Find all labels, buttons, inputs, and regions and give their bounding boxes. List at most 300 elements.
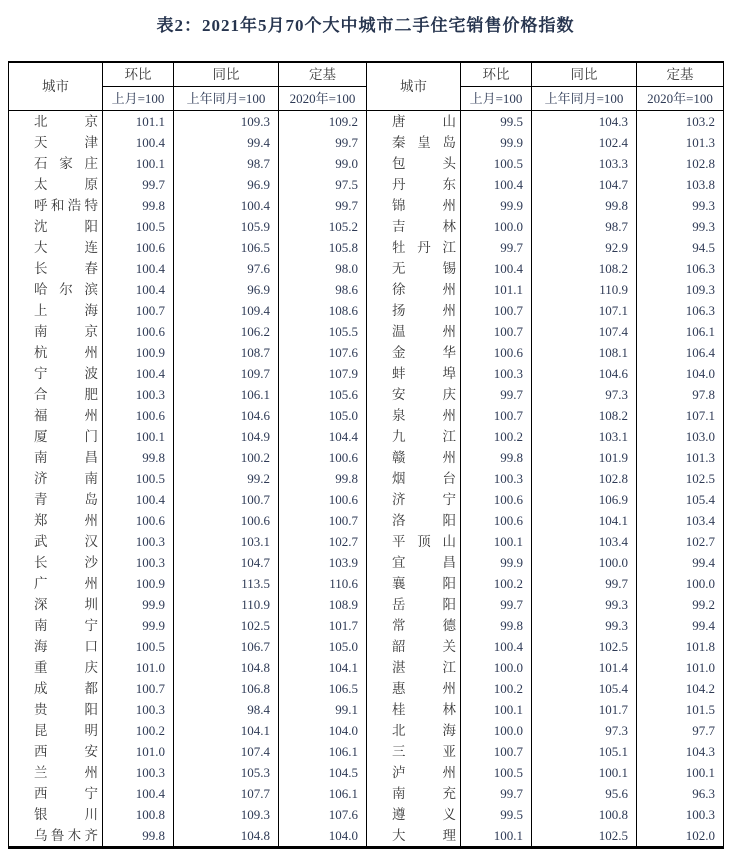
index-value-cell: 101.0 bbox=[103, 657, 174, 678]
index-value-cell: 103.4 bbox=[637, 510, 724, 531]
index-value-cell: 99.3 bbox=[532, 594, 637, 615]
table-row bbox=[9, 699, 724, 720]
city-cell bbox=[9, 237, 103, 258]
city-cell bbox=[367, 804, 461, 825]
city-cell bbox=[9, 762, 103, 783]
index-value-cell: 106.1 bbox=[279, 741, 367, 762]
table-row bbox=[9, 300, 724, 321]
index-value-cell: 100.0 bbox=[461, 720, 532, 741]
index-value-cell: 103.4 bbox=[532, 531, 637, 552]
index-value-cell: 92.9 bbox=[532, 237, 637, 258]
table-row bbox=[9, 489, 724, 510]
city-name: 贵阳 bbox=[34, 702, 98, 717]
index-value-cell: 100.4 bbox=[461, 174, 532, 195]
city-name: 青岛 bbox=[34, 492, 98, 507]
index-value-cell: 100.5 bbox=[103, 216, 174, 237]
index-value-cell: 96.9 bbox=[174, 279, 279, 300]
index-value-cell: 100.5 bbox=[103, 636, 174, 657]
index-value-cell: 100.3 bbox=[637, 804, 724, 825]
index-value-cell: 99.7 bbox=[461, 594, 532, 615]
city-name: 天津 bbox=[34, 135, 98, 150]
index-value-cell: 99.7 bbox=[279, 132, 367, 153]
index-value-cell: 100.1 bbox=[461, 825, 532, 848]
index-value-cell: 100.0 bbox=[637, 573, 724, 594]
index-value-cell: 101.3 bbox=[637, 132, 724, 153]
index-value-cell: 100.8 bbox=[532, 804, 637, 825]
city-cell bbox=[9, 489, 103, 510]
city-name: 重庆 bbox=[34, 660, 98, 675]
city-name: 锦州 bbox=[392, 198, 456, 213]
index-value-cell: 105.2 bbox=[279, 216, 367, 237]
city-name: 湛江 bbox=[392, 660, 456, 675]
index-value-cell: 99.4 bbox=[637, 615, 724, 636]
index-value-cell: 103.1 bbox=[174, 531, 279, 552]
index-value-cell: 100.3 bbox=[103, 384, 174, 405]
index-value-cell: 102.0 bbox=[637, 825, 724, 848]
table-row bbox=[9, 363, 724, 384]
city-cell bbox=[367, 468, 461, 489]
index-value-cell: 105.5 bbox=[279, 321, 367, 342]
index-value-cell: 100.6 bbox=[174, 510, 279, 531]
index-value-cell: 101.5 bbox=[637, 699, 724, 720]
table-row bbox=[9, 111, 724, 133]
index-value-cell: 106.5 bbox=[174, 237, 279, 258]
index-value-cell: 100.3 bbox=[103, 762, 174, 783]
city-name: 武汉 bbox=[34, 534, 98, 549]
index-value-cell: 105.0 bbox=[279, 636, 367, 657]
city-name: 吉林 bbox=[392, 219, 456, 234]
city-name: 郑州 bbox=[34, 513, 98, 528]
city-cell bbox=[367, 489, 461, 510]
index-value-cell: 101.0 bbox=[103, 741, 174, 762]
city-name: 宜昌 bbox=[392, 555, 456, 570]
index-value-cell: 99.8 bbox=[103, 825, 174, 848]
table-row bbox=[9, 615, 724, 636]
index-value-cell: 100.3 bbox=[103, 699, 174, 720]
city-cell bbox=[9, 573, 103, 594]
index-value-cell: 101.1 bbox=[103, 111, 174, 133]
table-row bbox=[9, 804, 724, 825]
index-value-cell: 108.6 bbox=[279, 300, 367, 321]
city-cell bbox=[9, 405, 103, 426]
index-value-cell: 107.4 bbox=[174, 741, 279, 762]
index-value-cell: 110.9 bbox=[174, 594, 279, 615]
index-value-cell: 100.6 bbox=[103, 510, 174, 531]
city-name: 秦皇岛 bbox=[392, 135, 456, 150]
header-fixedbase-left: 定基 bbox=[279, 62, 367, 87]
page bbox=[0, 11, 731, 856]
index-value-cell: 102.4 bbox=[532, 132, 637, 153]
city-cell bbox=[9, 195, 103, 216]
index-value-cell: 99.8 bbox=[461, 615, 532, 636]
index-value-cell: 99.9 bbox=[461, 132, 532, 153]
city-name: 扬州 bbox=[392, 303, 456, 318]
index-value-cell: 98.7 bbox=[174, 153, 279, 174]
index-value-cell: 105.8 bbox=[279, 237, 367, 258]
city-name: 杭州 bbox=[34, 345, 98, 360]
index-value-cell: 100.1 bbox=[103, 426, 174, 447]
table-row bbox=[9, 594, 724, 615]
city-cell bbox=[367, 636, 461, 657]
index-value-cell: 101.8 bbox=[637, 636, 724, 657]
index-value-cell: 94.5 bbox=[637, 237, 724, 258]
city-name: 南京 bbox=[34, 324, 98, 339]
city-cell bbox=[367, 195, 461, 216]
header-row-2 bbox=[9, 87, 724, 111]
index-value-cell: 110.9 bbox=[532, 279, 637, 300]
city-cell bbox=[9, 384, 103, 405]
index-value-cell: 107.7 bbox=[174, 783, 279, 804]
header-city-right: 城市 bbox=[367, 62, 461, 111]
city-cell bbox=[9, 258, 103, 279]
index-value-cell: 102.5 bbox=[174, 615, 279, 636]
header-fixedbase-base-left: 2020年=100 bbox=[279, 87, 367, 111]
city-cell bbox=[9, 741, 103, 762]
index-value-cell: 107.1 bbox=[637, 405, 724, 426]
index-value-cell: 102.5 bbox=[532, 825, 637, 848]
index-value-cell: 106.3 bbox=[637, 300, 724, 321]
city-name: 海口 bbox=[34, 639, 98, 654]
city-name: 合肥 bbox=[34, 387, 98, 402]
index-value-cell: 103.3 bbox=[532, 153, 637, 174]
index-value-cell: 100.1 bbox=[103, 153, 174, 174]
index-value-cell: 106.1 bbox=[279, 783, 367, 804]
index-value-cell: 101.4 bbox=[532, 657, 637, 678]
table-row bbox=[9, 258, 724, 279]
table-row bbox=[9, 405, 724, 426]
index-value-cell: 100.5 bbox=[461, 762, 532, 783]
city-cell bbox=[9, 804, 103, 825]
city-cell bbox=[367, 216, 461, 237]
index-value-cell: 109.3 bbox=[637, 279, 724, 300]
index-value-cell: 100.1 bbox=[637, 762, 724, 783]
index-value-cell: 100.6 bbox=[461, 489, 532, 510]
index-value-cell: 100.7 bbox=[174, 489, 279, 510]
city-name: 岳阳 bbox=[392, 597, 456, 612]
city-cell bbox=[367, 531, 461, 552]
index-value-cell: 99.7 bbox=[279, 195, 367, 216]
city-name: 遵义 bbox=[392, 807, 456, 822]
price-index-table bbox=[8, 61, 724, 849]
city-cell bbox=[9, 132, 103, 153]
index-value-cell: 103.2 bbox=[637, 111, 724, 133]
index-value-cell: 99.8 bbox=[279, 468, 367, 489]
index-value-cell: 100.4 bbox=[103, 489, 174, 510]
city-name: 温州 bbox=[392, 324, 456, 339]
city-name: 深圳 bbox=[34, 597, 98, 612]
index-value-cell: 99.9 bbox=[103, 594, 174, 615]
city-cell bbox=[367, 573, 461, 594]
index-value-cell: 106.5 bbox=[279, 678, 367, 699]
city-cell bbox=[367, 552, 461, 573]
index-value-cell: 97.3 bbox=[532, 720, 637, 741]
table-row bbox=[9, 195, 724, 216]
index-value-cell: 106.8 bbox=[174, 678, 279, 699]
index-value-cell: 99.9 bbox=[103, 615, 174, 636]
header-city-left: 城市 bbox=[9, 62, 103, 111]
table-row bbox=[9, 132, 724, 153]
city-cell bbox=[9, 510, 103, 531]
index-value-cell: 100.6 bbox=[103, 405, 174, 426]
table-row bbox=[9, 447, 724, 468]
city-name: 唐山 bbox=[392, 114, 456, 129]
city-cell bbox=[367, 426, 461, 447]
index-value-cell: 100.0 bbox=[532, 552, 637, 573]
index-value-cell: 100.1 bbox=[532, 762, 637, 783]
city-name: 昆明 bbox=[34, 723, 98, 738]
city-name: 常德 bbox=[392, 618, 456, 633]
table-row bbox=[9, 573, 724, 594]
index-value-cell: 100.2 bbox=[174, 447, 279, 468]
table-body bbox=[9, 111, 724, 848]
city-cell bbox=[9, 615, 103, 636]
index-value-cell: 103.0 bbox=[637, 426, 724, 447]
index-value-cell: 101.7 bbox=[279, 615, 367, 636]
city-cell bbox=[9, 447, 103, 468]
city-cell bbox=[367, 657, 461, 678]
index-value-cell: 109.2 bbox=[279, 111, 367, 133]
index-value-cell: 100.4 bbox=[103, 363, 174, 384]
index-value-cell: 99.1 bbox=[279, 699, 367, 720]
index-value-cell: 99.7 bbox=[461, 783, 532, 804]
city-cell bbox=[367, 615, 461, 636]
index-value-cell: 109.3 bbox=[174, 111, 279, 133]
index-value-cell: 107.1 bbox=[532, 300, 637, 321]
city-cell bbox=[9, 468, 103, 489]
city-name: 沈阳 bbox=[34, 219, 98, 234]
city-cell bbox=[9, 699, 103, 720]
index-value-cell: 99.7 bbox=[103, 174, 174, 195]
table-row bbox=[9, 321, 724, 342]
index-value-cell: 102.8 bbox=[637, 153, 724, 174]
city-name: 呼和浩特 bbox=[34, 198, 98, 213]
index-value-cell: 105.9 bbox=[174, 216, 279, 237]
table-row bbox=[9, 657, 724, 678]
city-name: 石家庄 bbox=[34, 156, 98, 171]
city-cell bbox=[9, 216, 103, 237]
city-name: 长春 bbox=[34, 261, 98, 276]
city-cell bbox=[367, 111, 461, 133]
city-name: 赣州 bbox=[392, 450, 456, 465]
index-value-cell: 108.1 bbox=[532, 342, 637, 363]
index-value-cell: 100.1 bbox=[461, 531, 532, 552]
index-value-cell: 98.4 bbox=[174, 699, 279, 720]
table-row bbox=[9, 468, 724, 489]
index-value-cell: 99.4 bbox=[637, 552, 724, 573]
index-value-cell: 105.6 bbox=[279, 384, 367, 405]
city-name: 包头 bbox=[392, 156, 456, 171]
city-name: 南昌 bbox=[34, 450, 98, 465]
index-value-cell: 107.6 bbox=[279, 342, 367, 363]
index-value-cell: 100.0 bbox=[461, 657, 532, 678]
index-value-cell: 104.7 bbox=[174, 552, 279, 573]
index-value-cell: 105.1 bbox=[532, 741, 637, 762]
city-cell bbox=[9, 426, 103, 447]
city-name: 济南 bbox=[34, 471, 98, 486]
city-cell bbox=[9, 594, 103, 615]
index-value-cell: 100.2 bbox=[461, 426, 532, 447]
city-cell bbox=[367, 342, 461, 363]
index-value-cell: 97.8 bbox=[637, 384, 724, 405]
table-row bbox=[9, 384, 724, 405]
city-name: 无锡 bbox=[392, 261, 456, 276]
index-value-cell: 108.2 bbox=[532, 258, 637, 279]
index-value-cell: 107.6 bbox=[279, 804, 367, 825]
table-row bbox=[9, 153, 724, 174]
index-value-cell: 102.5 bbox=[637, 468, 724, 489]
index-value-cell: 100.7 bbox=[103, 678, 174, 699]
city-name: 福州 bbox=[34, 408, 98, 423]
city-cell bbox=[367, 384, 461, 405]
city-cell bbox=[9, 153, 103, 174]
index-value-cell: 97.6 bbox=[174, 258, 279, 279]
index-value-cell: 106.9 bbox=[532, 489, 637, 510]
index-value-cell: 100.4 bbox=[174, 195, 279, 216]
city-cell bbox=[367, 741, 461, 762]
index-value-cell: 95.6 bbox=[532, 783, 637, 804]
city-cell bbox=[9, 363, 103, 384]
city-cell bbox=[9, 657, 103, 678]
index-value-cell: 109.4 bbox=[174, 300, 279, 321]
index-value-cell: 100.7 bbox=[461, 741, 532, 762]
index-value-cell: 99.5 bbox=[461, 111, 532, 133]
header-mom-right: 环比 bbox=[461, 62, 532, 87]
index-value-cell: 100.2 bbox=[461, 573, 532, 594]
city-cell bbox=[9, 720, 103, 741]
index-value-cell: 104.0 bbox=[279, 825, 367, 848]
index-value-cell: 99.8 bbox=[103, 447, 174, 468]
city-cell bbox=[9, 531, 103, 552]
index-value-cell: 99.8 bbox=[532, 195, 637, 216]
index-value-cell: 99.2 bbox=[174, 468, 279, 489]
index-value-cell: 99.3 bbox=[637, 195, 724, 216]
index-value-cell: 96.9 bbox=[174, 174, 279, 195]
index-value-cell: 104.3 bbox=[532, 111, 637, 133]
index-value-cell: 100.8 bbox=[103, 804, 174, 825]
index-value-cell: 104.4 bbox=[279, 426, 367, 447]
table-row bbox=[9, 531, 724, 552]
city-name: 太原 bbox=[34, 177, 98, 192]
index-value-cell: 104.8 bbox=[174, 657, 279, 678]
header-yoy-left: 同比 bbox=[174, 62, 279, 87]
city-name: 桂林 bbox=[392, 702, 456, 717]
table-row bbox=[9, 783, 724, 804]
index-value-cell: 109.3 bbox=[174, 804, 279, 825]
index-value-cell: 104.6 bbox=[532, 363, 637, 384]
city-name: 三亚 bbox=[392, 744, 456, 759]
index-value-cell: 98.0 bbox=[279, 258, 367, 279]
city-cell bbox=[9, 342, 103, 363]
index-value-cell: 105.3 bbox=[174, 762, 279, 783]
city-name: 泉州 bbox=[392, 408, 456, 423]
city-name: 南充 bbox=[392, 786, 456, 801]
index-value-cell: 106.1 bbox=[637, 321, 724, 342]
index-value-cell: 99.3 bbox=[637, 216, 724, 237]
city-name: 成都 bbox=[34, 681, 98, 696]
index-value-cell: 104.1 bbox=[532, 510, 637, 531]
city-cell bbox=[367, 594, 461, 615]
index-value-cell: 100.6 bbox=[103, 237, 174, 258]
index-value-cell: 100.3 bbox=[461, 363, 532, 384]
index-value-cell: 101.7 bbox=[532, 699, 637, 720]
index-value-cell: 107.4 bbox=[532, 321, 637, 342]
city-name: 北海 bbox=[392, 723, 456, 738]
city-name: 安庆 bbox=[392, 387, 456, 402]
index-value-cell: 100.3 bbox=[103, 552, 174, 573]
index-value-cell: 102.8 bbox=[532, 468, 637, 489]
city-cell bbox=[367, 237, 461, 258]
header-fixedbase-base-right: 2020年=100 bbox=[637, 87, 724, 111]
index-value-cell: 100.3 bbox=[461, 468, 532, 489]
index-value-cell: 100.7 bbox=[461, 405, 532, 426]
city-cell bbox=[9, 279, 103, 300]
index-value-cell: 96.3 bbox=[637, 783, 724, 804]
city-cell bbox=[367, 510, 461, 531]
city-cell bbox=[367, 825, 461, 848]
table-row bbox=[9, 720, 724, 741]
index-value-cell: 100.4 bbox=[103, 279, 174, 300]
table-row bbox=[9, 279, 724, 300]
index-value-cell: 100.2 bbox=[461, 678, 532, 699]
city-name: 银川 bbox=[34, 807, 98, 822]
index-value-cell: 106.7 bbox=[174, 636, 279, 657]
index-value-cell: 108.7 bbox=[174, 342, 279, 363]
index-value-cell: 104.0 bbox=[279, 720, 367, 741]
table-title: 表2：2021年5月70个大中城市二手住宅销售价格指数 bbox=[156, 16, 575, 35]
index-value-cell: 98.7 bbox=[532, 216, 637, 237]
city-cell bbox=[9, 321, 103, 342]
table-row bbox=[9, 552, 724, 573]
index-value-cell: 99.5 bbox=[461, 804, 532, 825]
table-row bbox=[9, 636, 724, 657]
index-value-cell: 100.4 bbox=[461, 636, 532, 657]
index-value-cell: 102.7 bbox=[637, 531, 724, 552]
city-name: 九江 bbox=[392, 429, 456, 444]
index-value-cell: 99.4 bbox=[174, 132, 279, 153]
header-mom-base-left: 上月=100 bbox=[103, 87, 174, 111]
city-cell bbox=[9, 636, 103, 657]
index-value-cell: 99.9 bbox=[461, 552, 532, 573]
index-value-cell: 100.6 bbox=[279, 447, 367, 468]
index-value-cell: 97.7 bbox=[637, 720, 724, 741]
index-value-cell: 100.9 bbox=[103, 573, 174, 594]
city-cell bbox=[367, 174, 461, 195]
city-name: 惠州 bbox=[392, 681, 456, 696]
city-name: 西安 bbox=[34, 744, 98, 759]
header-row-1 bbox=[9, 62, 724, 87]
table-row bbox=[9, 174, 724, 195]
city-name: 厦门 bbox=[34, 429, 98, 444]
city-name: 长沙 bbox=[34, 555, 98, 570]
index-value-cell: 100.4 bbox=[103, 132, 174, 153]
city-cell bbox=[367, 279, 461, 300]
city-name: 南宁 bbox=[34, 618, 98, 633]
index-value-cell: 99.7 bbox=[532, 573, 637, 594]
index-value-cell: 100.3 bbox=[103, 531, 174, 552]
city-name: 广州 bbox=[34, 576, 98, 591]
index-value-cell: 104.1 bbox=[279, 657, 367, 678]
table-row bbox=[9, 216, 724, 237]
city-cell bbox=[9, 678, 103, 699]
index-value-cell: 97.3 bbox=[532, 384, 637, 405]
index-value-cell: 99.9 bbox=[461, 195, 532, 216]
index-value-cell: 105.0 bbox=[279, 405, 367, 426]
index-value-cell: 104.6 bbox=[174, 405, 279, 426]
table-row bbox=[9, 741, 724, 762]
index-value-cell: 104.7 bbox=[532, 174, 637, 195]
header-mom-base-right: 上月=100 bbox=[461, 87, 532, 111]
index-value-cell: 105.4 bbox=[637, 489, 724, 510]
